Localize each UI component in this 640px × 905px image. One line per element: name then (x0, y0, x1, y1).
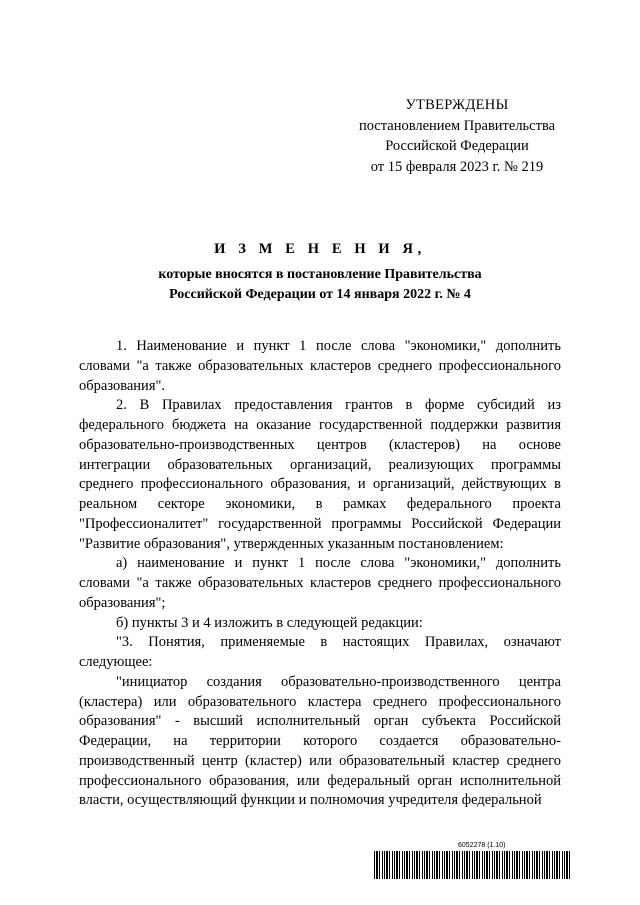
document-subtitle (80, 265, 560, 304)
subtitle-line: которые вносятся в постановление Правительства (158, 267, 482, 282)
approval-heading: УТВЕРЖДЕНЫ (405, 97, 509, 113)
paragraph: б) пункты 3 и 4 изложить в следующей редакции: (116, 614, 423, 631)
paragraph: "3. Понятия, применяемые в настоящих Правилах, означают следующее: (79, 634, 561, 670)
paragraph: а) наименование и пункт 1 после слова "экономики," дополнить словами "а также образовательных кластеров среднего профессионального образования"; (79, 555, 561, 611)
paragraph: "инициатор создания образовательно-производственного центра (кластера) или образовательного кластера среднего профессионального образования" - высший исполнительный орган субъекта Российской Федерации, на территории которого создается образовательно-производственный центр (кластер) или образовательный кластер среднего профессионального образования, или федеральный орган исполнительной власти, осуществляющий функции и полномочия учредителя федеральной (79, 673, 561, 809)
barcode-label: 6052278 (1.10) (458, 842, 506, 849)
approval-line: постановлением Правительства (358, 117, 556, 134)
approval-date-line: от 15 февраля 2023 г. № 219 (370, 158, 544, 175)
paragraph: 2. В Правилах предоставления грантов в форме субсидий из федерального бюджета на оказание государственной поддержки развития образовательно-производственных центров (кластеров) на основе интеграции образовательных организаций, реализующих программы среднего профессионального образования, и организаций, действующих в реальном секторе экономики, в рамках федерального проекта "Профессионалитет" государственной программы Российской Федерации "Развитие образования", утвержденных указанным постановлением: (79, 397, 561, 552)
document-title: И З М Е Н Е Н И Я, (214, 241, 426, 257)
barcode (374, 851, 570, 879)
approval-line: Российской Федерации (385, 138, 529, 154)
subtitle-line: Российской Федерации от 14 января 2022 г. № 4 (169, 286, 471, 302)
barcode-block (374, 842, 570, 882)
paragraph: 1. Наименование и пункт 1 после слова "экономики," дополнить словами "а также образовательных кластеров среднего профессионального образования". (79, 338, 561, 394)
approval-block (352, 95, 562, 177)
document-body (79, 337, 561, 811)
